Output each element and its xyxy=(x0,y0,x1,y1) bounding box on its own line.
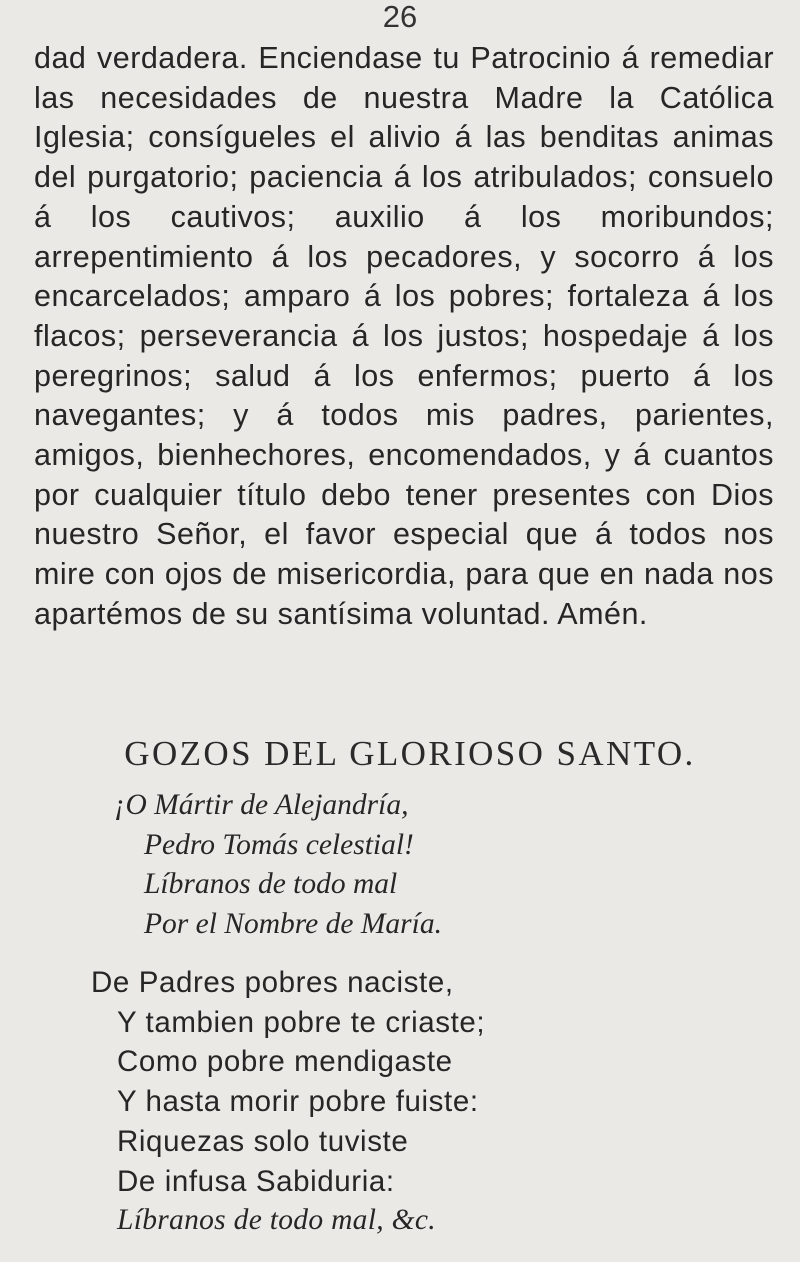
section-heading: GOZOS DEL GLORIOSO SANTO. xyxy=(124,734,696,773)
page-number: 26 xyxy=(382,0,418,34)
prayer-paragraph: dad verdadera. Enciendase tu Patrocinio á remediar las necesidades de nuestra Madre la Católica Iglesia; consígueles el alivio á las benditas animas del purgatorio; paciencia á los atribulados; consuelo á los cautivos; auxilio á los moribundos; arrepentimiento á los pecadores, y socorro á los encarcelados; amparo á los pobres; fortaleza á los flacos; perseverancia á los justos; hospedaje á los peregrinos; salud á los enfermos; puerto á los navegantes; y á todos mis padres, parientes, amigos, bienhechores, encomendados, y á cuantos por cualquier título debo tener presentes con Dios nuestro Señor, el favor especial que á todos nos mire con ojos de misericordia, para que en nada nos apartémos de su santísima voluntad. Amén. xyxy=(34,41,774,631)
refrain-line: Por el Nombre de María. xyxy=(144,907,442,940)
stanza-line: Riquezas solo tuviste xyxy=(117,1124,409,1158)
refrain-line: Líbranos de todo mal xyxy=(144,868,398,900)
stanza-line: De infusa Sabiduria: xyxy=(117,1164,395,1198)
refrain-line: Pedro Tomás celestial! xyxy=(144,828,414,861)
stanza-line: Y hasta morir pobre fuiste: xyxy=(117,1085,479,1119)
stanza-verse xyxy=(91,963,751,1241)
stanza-line: Y tambien pobre te criaste; xyxy=(117,1005,486,1039)
stanza-line: De Padres pobres naciste, xyxy=(91,966,454,999)
refrain-verse xyxy=(114,786,734,944)
stanza-refrain-line: Líbranos de todo mal, &c. xyxy=(117,1204,436,1237)
stanza-line: Como pobre mendigaste xyxy=(117,1045,453,1079)
refrain-line: ¡O Mártir de Alejandría, xyxy=(114,789,409,821)
